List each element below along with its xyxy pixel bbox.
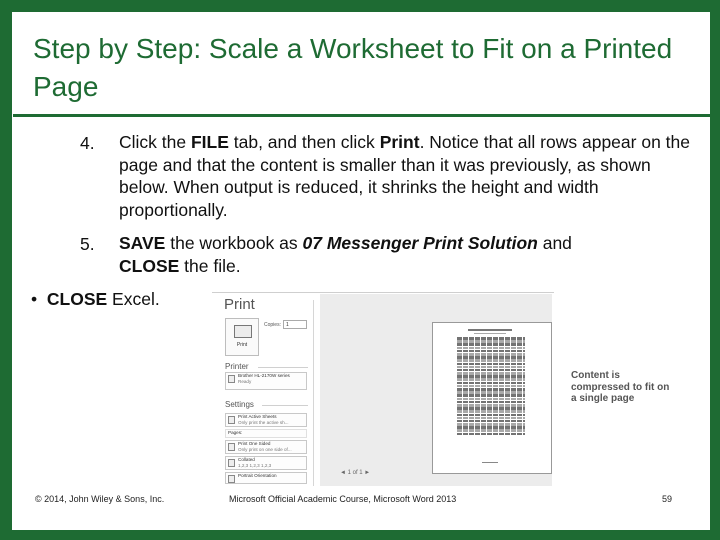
- print-button[interactable]: [225, 318, 259, 356]
- preview-page-footer: [482, 462, 498, 463]
- step-text: Click the: [119, 132, 191, 152]
- print-term: Print: [379, 132, 420, 152]
- step-4-text: [119, 131, 694, 221]
- preview-page-heading: [468, 329, 512, 331]
- collate-select[interactable]: [225, 456, 307, 470]
- step-text: . Notice that all rows appear on the page and that the content is smaller than it was previously, as shown below. When output is reduced, it shrinks the height and width proportionally.: [119, 132, 690, 220]
- step-text: tab, and then click: [228, 132, 380, 152]
- footer-copyright: © 2014, John Wiley & Sons, Inc.: [35, 494, 165, 504]
- orientation-select[interactable]: [225, 472, 307, 484]
- copies-label: Copies:: [264, 322, 281, 328]
- table-row: [457, 433, 525, 436]
- compression-callout: Content is compressed to fit on a single page: [571, 370, 670, 404]
- printer-name: Brother HL-2170W series: [238, 373, 290, 378]
- setting-title: Pages:: [228, 430, 243, 435]
- settings-heading: Settings: [225, 400, 254, 409]
- file-name: 07 Messenger Print Solution: [302, 233, 538, 253]
- printer-heading: Printer: [225, 362, 249, 371]
- pane-divider: [313, 300, 314, 486]
- close-term: CLOSE: [119, 255, 180, 276]
- step-number: 5.: [80, 234, 95, 254]
- divider: [262, 405, 308, 406]
- step-number: 4.: [80, 133, 95, 153]
- printer-icon: [234, 325, 252, 338]
- setting-title: Print One Sided: [238, 441, 271, 446]
- collate-icon: [228, 459, 235, 467]
- bullet-text: Excel.: [107, 289, 160, 309]
- setting-sub: Only print on one side of...: [238, 447, 292, 452]
- setting-title: Print Active Sheets: [238, 414, 277, 419]
- step-text: and: [537, 233, 572, 253]
- printer-status: Ready: [238, 379, 252, 384]
- copies-input[interactable]: 1: [283, 320, 307, 329]
- step-text: the file.: [179, 255, 241, 276]
- page-navigator[interactable]: ◄ 1 of 1 ►: [340, 470, 371, 476]
- file-tab-term: FILE: [190, 132, 229, 152]
- page-icon: [228, 443, 235, 451]
- printer-icon: [228, 375, 235, 383]
- save-term: SAVE: [119, 233, 166, 253]
- slide-title: Step by Step: Scale a Worksheet to Fit on a Printed Page: [33, 33, 673, 102]
- title-divider: [13, 114, 710, 117]
- print-pane-title: Print: [224, 296, 255, 313]
- orientation-icon: [228, 475, 235, 483]
- footer-course: Microsoft Official Academic Course, Microsoft Word 2013: [229, 494, 457, 504]
- setting-sub: 1,2,3 1,2,3 1,2,3: [238, 463, 272, 468]
- preview-worksheet-table: [457, 337, 525, 436]
- sheet-icon: [228, 416, 235, 424]
- divider: [258, 367, 308, 368]
- preview-page-subheading: [474, 333, 506, 334]
- step-text: the workbook as: [165, 233, 303, 253]
- print-button-label: Print: [236, 342, 248, 348]
- setting-title: Portrait Orientation: [238, 473, 277, 478]
- print-what-select[interactable]: [225, 413, 307, 427]
- bullet-item: [31, 289, 160, 310]
- step-5-text: [119, 232, 694, 277]
- setting-title: Collated: [238, 457, 255, 462]
- close-term: CLOSE: [46, 289, 108, 309]
- pages-range-input[interactable]: [225, 429, 307, 438]
- bullet-icon: •: [31, 289, 38, 309]
- setting-sub: Only print the active sh...: [238, 420, 289, 425]
- sides-select[interactable]: [225, 440, 307, 454]
- slide-number: 59: [662, 494, 673, 504]
- printer-select[interactable]: [225, 372, 307, 390]
